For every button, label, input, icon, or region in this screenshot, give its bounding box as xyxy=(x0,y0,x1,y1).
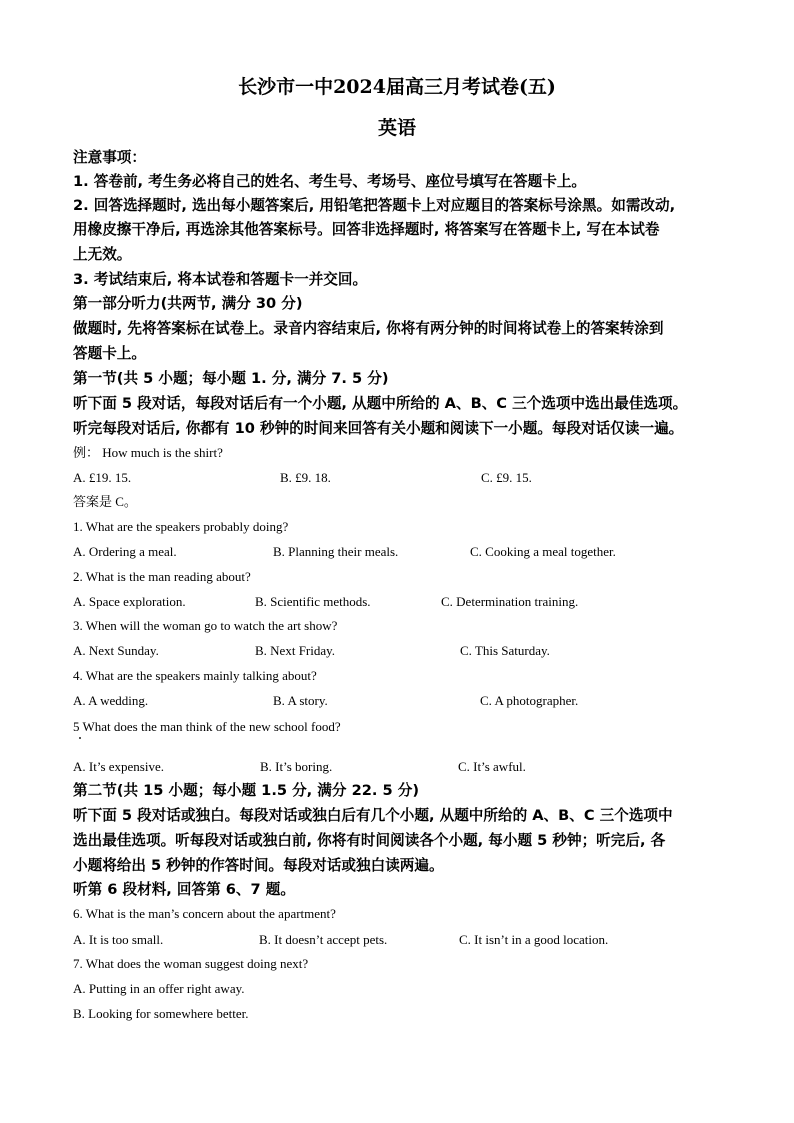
q7-option-b: B. Looking for somewhere better. xyxy=(73,1006,249,1021)
notes-item-2-line-1: 2. 回答选择题时, 选出每小题答案后, 用铅笔把答题卡上对应题目的答案标号涂黑。如需改动, xyxy=(73,197,676,214)
question-4: 4. What are the speakers mainly talking about? xyxy=(73,668,317,683)
question-1: 1. What are the speakers probably doing? xyxy=(73,519,289,534)
q5-option-c: C. It’s awful. xyxy=(458,759,526,774)
part1-heading: 第一部分听力(共两节, 满分 30 分) xyxy=(73,295,303,312)
notes-item-3: 3. 考试结束后, 将本试卷和答题卡一并交回。 xyxy=(73,271,368,288)
question-3: 3. When will the woman go to watch the art show? xyxy=(73,618,338,633)
notes-item-2-line-2: 用橡皮擦干净后, 再选涂其他答案标号。回答非选择题时, 将答案写在答题卡上, 写在本试卷 xyxy=(73,221,660,238)
section2-instruction-line-2: 选出最佳选项。听每段对话或独白前, 你将有时间阅读各个小题, 每小题 5 秒钟；听完后, 各 xyxy=(73,832,666,849)
q7-option-a: A. Putting in an offer right away. xyxy=(73,981,245,996)
notes-heading: 注意事项： xyxy=(73,149,146,166)
example-question: 例： How much is the shirt? xyxy=(73,445,223,460)
notes-item-1: 1. 答卷前, 考生务必将自己的姓名、考生号、考场号、座位号填写在答题卡上。 xyxy=(73,173,587,190)
section1-heading: 第一节(共 5 小题；每小题 1. 分, 满分 7. 5 分) xyxy=(73,370,389,387)
q3-option-b: B. Next Friday. xyxy=(255,643,336,658)
section1-instruction-line-1: 听下面 5 段对话，每段对话后有一个小题, 从题中所给的 A、B、C 三个选项中选出最佳选项。 xyxy=(73,395,688,412)
q4-option-b: B. A story. xyxy=(273,693,328,708)
part1-intro-line-1: 做题时, 先将答案标在试卷上。录音内容结束后, 你将有两分钟的时间将试卷上的答案转涂到 xyxy=(73,320,664,337)
example-option-c: C. £9. 15. xyxy=(481,470,532,485)
part1-intro-line-2: 答题卡上。 xyxy=(73,345,146,362)
material-6-heading: 听第 6 段材料, 回答第 6、7 题。 xyxy=(73,881,295,898)
notes-item-2-line-3: 上无效。 xyxy=(73,246,132,263)
q4-option-a: A. A wedding. xyxy=(73,693,149,708)
q5-option-b: B. It’s boring. xyxy=(260,759,333,774)
q1-option-b: B. Planning their meals. xyxy=(273,544,399,559)
question-7: 7. What does the woman suggest doing next? xyxy=(73,956,309,971)
section2-instruction-line-1: 听下面 5 段对话或独白。每段对话或独白后有几个小题, 从题中所给的 A、B、C 三个选项中 xyxy=(73,807,673,824)
q6-option-a: A. It is too small. xyxy=(73,932,164,947)
q6-option-c: C. It isn’t in a good location. xyxy=(459,932,609,947)
scan-dot xyxy=(79,737,81,739)
exam-subject: 英语 xyxy=(377,117,416,139)
q4-option-c: C. A photographer. xyxy=(480,693,579,708)
q1-option-a: A. Ordering a meal. xyxy=(73,544,177,559)
question-2: 2. What is the man reading about? xyxy=(73,569,251,584)
example-option-b: B. £9. 18. xyxy=(280,470,331,485)
q2-option-c: C. Determination training. xyxy=(441,594,579,609)
q1-option-c: C. Cooking a meal together. xyxy=(470,544,616,559)
section1-instruction-line-2: 听完每段对话后, 你都有 10 秒钟的时间来回答有关小题和阅读下一小题。每段对话仅读一遍。 xyxy=(73,420,684,437)
section2-heading: 第二节(共 15 小题；每小题 1.5 分, 满分 22. 5 分) xyxy=(73,782,420,799)
exam-title: 长沙市一中2024届高三月考试卷(五) xyxy=(238,76,556,98)
q3-option-a: A. Next Sunday. xyxy=(73,643,159,658)
q2-option-a: A. Space exploration. xyxy=(73,594,186,609)
q5-option-a: A. It’s expensive. xyxy=(73,759,164,774)
question-5: 5 What does the man think of the new school food? xyxy=(73,719,341,734)
example-answer: 答案是 C。 xyxy=(73,494,137,509)
q3-option-c: C. This Saturday. xyxy=(460,643,550,658)
section2-instruction-line-3: 小题将给出 5 秒钟的作答时间。每段对话或独白读两遍。 xyxy=(73,857,444,874)
q6-option-b: B. It doesn’t accept pets. xyxy=(259,932,388,947)
q2-option-b: B. Scientific methods. xyxy=(255,594,371,609)
example-option-a: A. £19. 15. xyxy=(73,470,132,485)
question-6: 6. What is the man’s concern about the apartment? xyxy=(73,906,336,921)
